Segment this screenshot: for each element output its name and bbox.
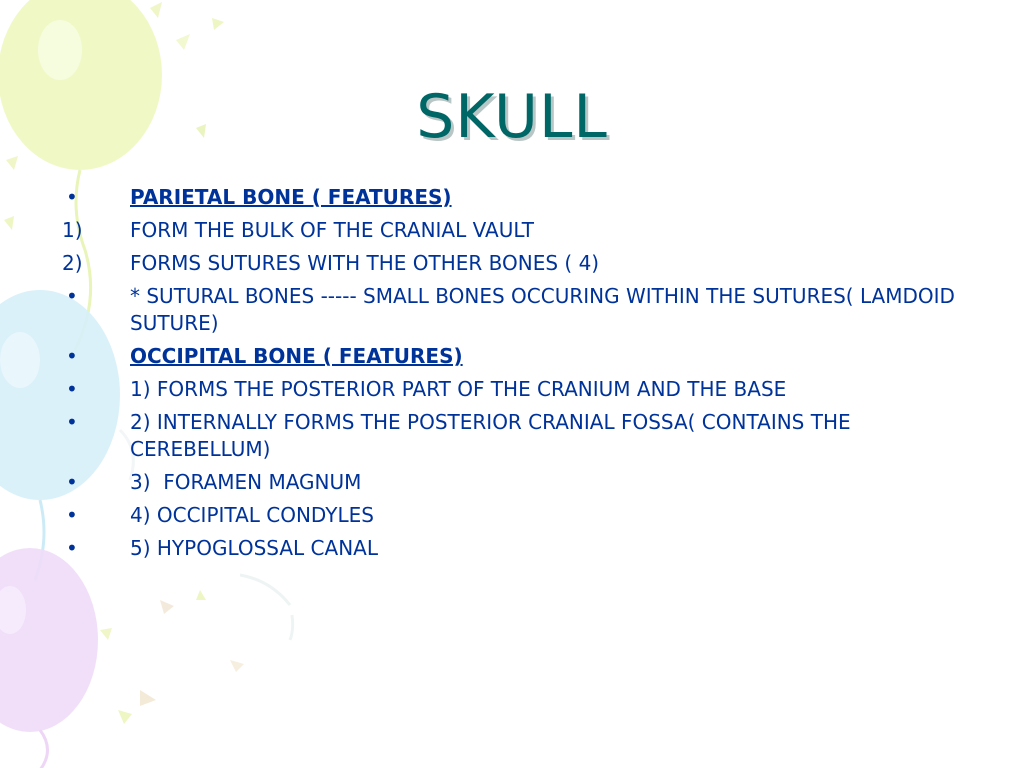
list-text: 3) FORAMEN MAGNUM xyxy=(130,470,362,494)
list-marker: 2) xyxy=(62,251,83,275)
list-text: * SUTURAL BONES ----- SMALL BONES OCCURING WITHIN THE SUTURES( LAMDOID SUTURE) xyxy=(130,284,955,335)
confetti-icon xyxy=(150,2,162,18)
list-item xyxy=(62,217,962,244)
bullet-list xyxy=(62,184,962,568)
list-marker: • xyxy=(66,503,78,527)
list-marker: • xyxy=(66,185,78,209)
list-item xyxy=(62,502,962,529)
list-item xyxy=(62,409,962,463)
list-item xyxy=(62,343,962,370)
list-marker: 1) xyxy=(62,218,83,242)
list-text: 4) OCCIPITAL CONDYLES xyxy=(130,503,374,527)
purple-balloon-icon xyxy=(0,548,98,732)
list-text: FORMS SUTURES WITH THE OTHER BONES ( 4) xyxy=(130,251,600,275)
list-text: 1) FORMS THE POSTERIOR PART OF THE CRANIUM AND THE BASE xyxy=(130,377,787,401)
list-marker: • xyxy=(66,344,78,368)
list-marker: • xyxy=(66,410,78,434)
list-item xyxy=(62,535,962,562)
list-marker: • xyxy=(66,470,78,494)
list-marker: • xyxy=(66,536,78,560)
list-item xyxy=(62,469,962,496)
slide-title: SKULL xyxy=(416,82,608,152)
list-marker: • xyxy=(66,284,78,308)
list-item xyxy=(62,184,962,211)
list-item xyxy=(62,250,962,277)
list-item xyxy=(62,376,962,403)
list-text: FORM THE BULK OF THE CRANIAL VAULT xyxy=(130,218,534,242)
list-marker: • xyxy=(66,377,78,401)
list-text: 5) HYPOGLOSSAL CANAL xyxy=(130,536,378,560)
list-text: 2) INTERNALLY FORMS THE POSTERIOR CRANIAL FOSSA( CONTAINS THE CEREBELLUM) xyxy=(130,410,851,461)
list-item xyxy=(62,283,962,337)
section-heading: PARIETAL BONE ( FEATURES) xyxy=(130,185,452,209)
section-heading: OCCIPITAL BONE ( FEATURES) xyxy=(130,344,463,368)
